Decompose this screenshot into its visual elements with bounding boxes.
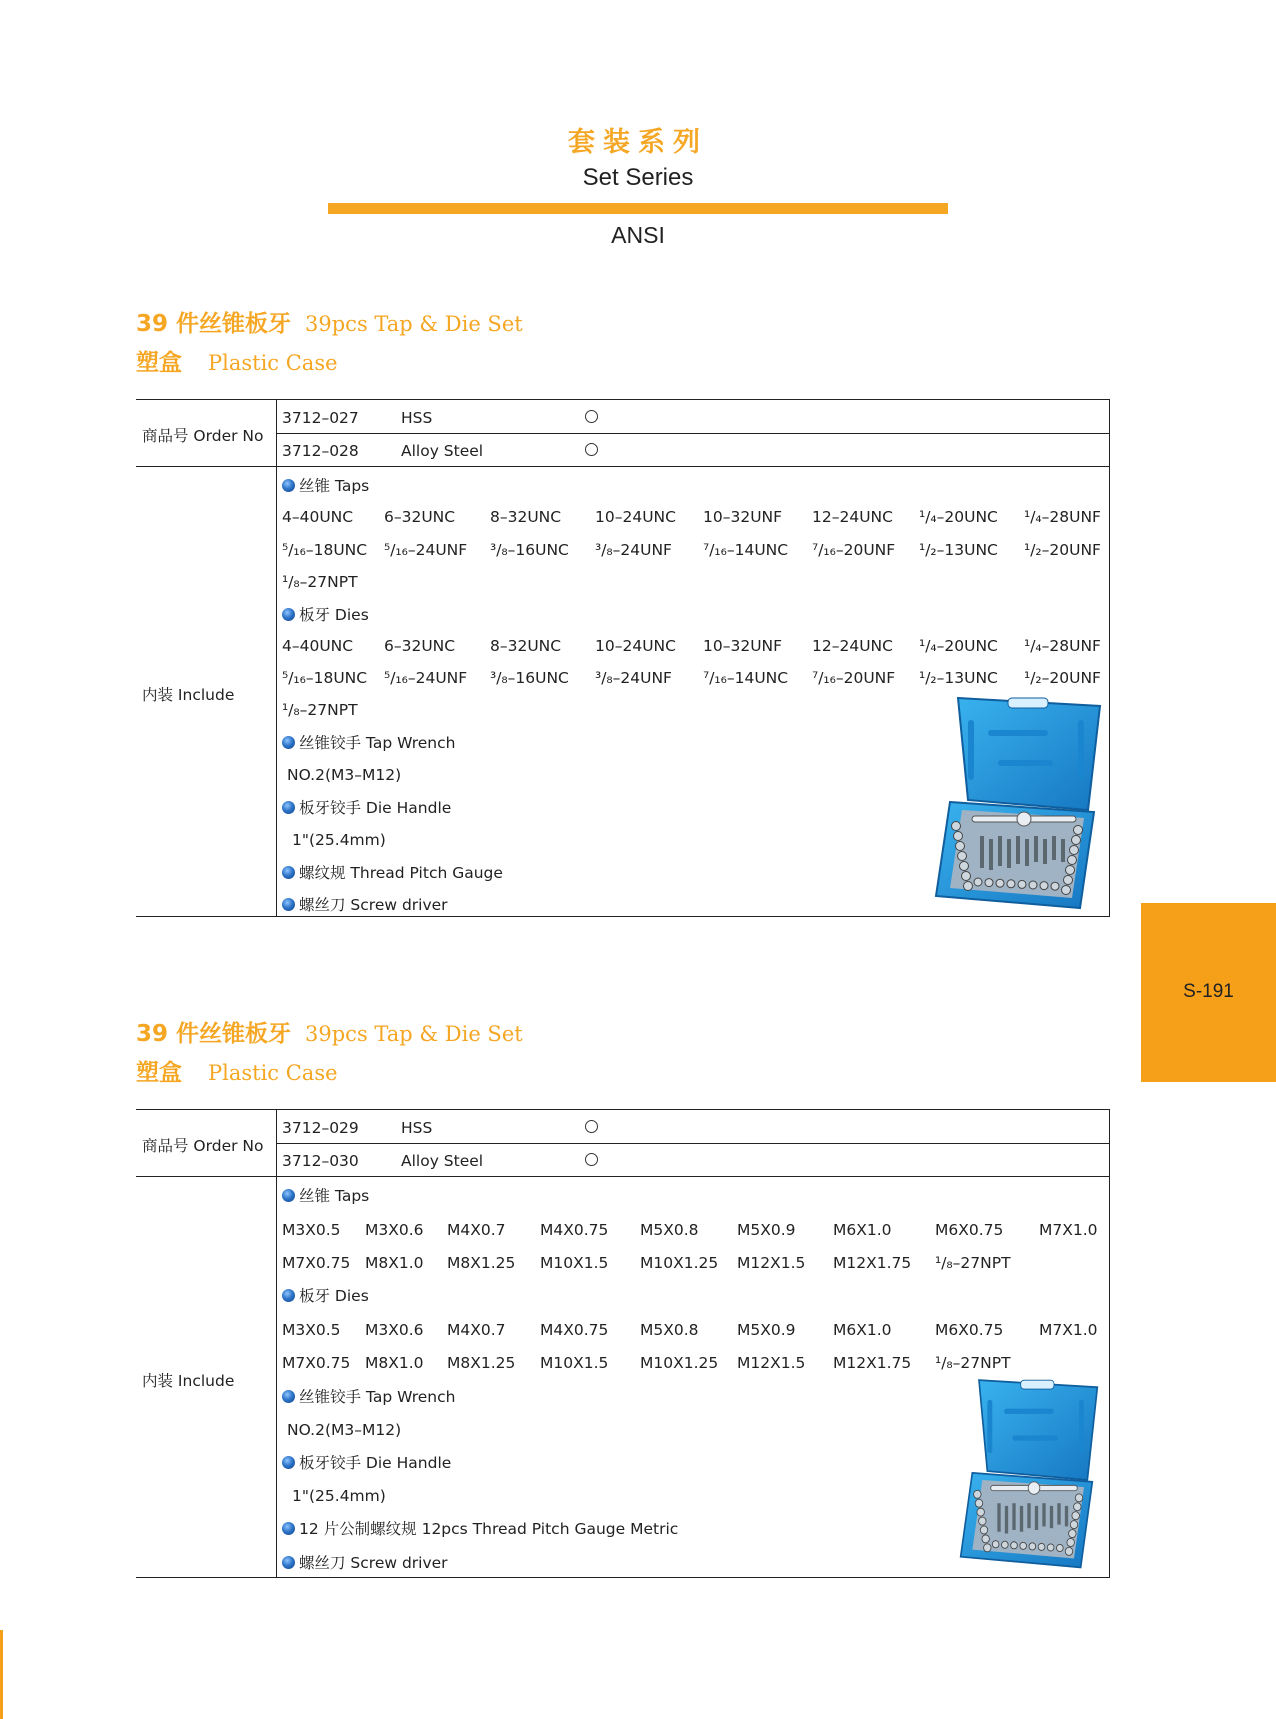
- die-size: 8–32UNC: [490, 637, 562, 655]
- taps-heading: [282, 477, 369, 495]
- die-handle-size: 1"(25.4mm): [292, 1487, 386, 1505]
- tap-wrench-text: 丝锥铰手 Tap Wrench: [299, 734, 456, 752]
- die-size: ¹/₈–27NPT: [935, 1354, 1011, 1372]
- section-case-cn: 塑盒: [136, 1060, 182, 1086]
- die-handle: [282, 1454, 451, 1472]
- section-title-cn: 39 件丝锥板牙: [136, 1021, 292, 1047]
- die-size: M8X1.0: [365, 1354, 424, 1372]
- order-code: 3712–029: [282, 1119, 359, 1137]
- screwdriver: [282, 896, 448, 914]
- taps-heading-text: 丝锥 Taps: [299, 1187, 370, 1205]
- tap-size: M5X0.8: [640, 1221, 699, 1239]
- order-material: HSS: [401, 1119, 433, 1137]
- tap-size: M7X0.75: [282, 1254, 351, 1272]
- tap-size: ⁵/₁₆–24UNF: [384, 541, 468, 559]
- tap-wrench-text: 丝锥铰手 Tap Wrench: [299, 1388, 456, 1406]
- die-size: 6–32UNC: [384, 637, 456, 655]
- table-right-border: [1109, 1110, 1110, 1577]
- tap-size: M8X1.25: [447, 1254, 516, 1272]
- die-size: ³/₈–24UNF: [595, 669, 672, 687]
- die-size: M5X0.8: [640, 1321, 699, 1339]
- order-label-cell: [136, 1110, 277, 1176]
- order-material: Alloy Steel: [401, 1152, 484, 1170]
- include-label-cell: [136, 466, 277, 916]
- section-case-en: Plastic Case: [208, 1061, 338, 1085]
- thread-pitch-gauge-text: 螺纹规 Thread Pitch Gauge: [299, 864, 503, 882]
- tap-size: 6–32UNC: [384, 508, 456, 526]
- screwdriver: [282, 1554, 448, 1572]
- standard-label: ANSI: [611, 222, 665, 248]
- die-size: M10X1.25: [640, 1354, 719, 1372]
- order-code: 3712–027: [282, 409, 359, 427]
- tap-size: M12X1.5: [737, 1254, 806, 1272]
- order-code: 3712–030: [282, 1152, 359, 1170]
- taps-heading: [282, 1187, 369, 1205]
- tap-size: M5X0.9: [737, 1221, 796, 1239]
- tap-size: ⁷/₁₆–20UNF: [812, 541, 896, 559]
- die-handle: [282, 799, 451, 817]
- product-case-image: [928, 690, 1108, 912]
- section-case: [136, 1054, 338, 1087]
- die-size: M3X0.6: [365, 1321, 424, 1339]
- order-material: Alloy Steel: [401, 442, 484, 460]
- die-size: M4X0.75: [540, 1321, 609, 1339]
- die-handle-text: 板牙铰手 Die Handle: [299, 1454, 452, 1472]
- section-case: [136, 344, 338, 377]
- tap-size: M4X0.75: [540, 1221, 609, 1239]
- tap-size: M6X0.75: [935, 1221, 1004, 1239]
- bullet-icon: [282, 479, 295, 492]
- tap-size: ³/₈–24UNF: [595, 541, 672, 559]
- tap-size: 12–24UNC: [812, 508, 893, 526]
- screwdriver-text: 螺丝刀 Screw driver: [299, 896, 448, 914]
- die-handle-text: 板牙铰手 Die Handle: [299, 799, 452, 817]
- tap-size: M10X1.5: [540, 1254, 609, 1272]
- tap-size: M8X1.0: [365, 1254, 424, 1272]
- die-size: 10–24UNC: [595, 637, 676, 655]
- die-size: ³/₈–16UNC: [490, 669, 569, 687]
- section-title: [136, 305, 523, 338]
- die-size: M7X0.75: [282, 1354, 351, 1372]
- die-size: ¹/₄–28UNF: [1024, 637, 1101, 655]
- availability-mark-icon: [585, 1153, 598, 1166]
- tap-size: 8–32UNC: [490, 508, 562, 526]
- tap-size: 10–32UNF: [703, 508, 783, 526]
- section-case-en: Plastic Case: [208, 351, 338, 375]
- die-size: ⁷/₁₆–14UNC: [703, 669, 789, 687]
- die-size: ⁵/₁₆–24UNF: [384, 669, 468, 687]
- bullet-icon: [282, 736, 295, 749]
- bullet-icon: [282, 898, 295, 911]
- dies-heading-text: 板牙 Dies: [299, 1287, 369, 1305]
- availability-mark-icon: [585, 1120, 598, 1133]
- die-size: ¹/₈–27NPT: [282, 701, 358, 719]
- die-size: ⁵/₁₆–18UNC: [282, 669, 368, 687]
- tap-size: 10–24UNC: [595, 508, 676, 526]
- tap-wrench: [282, 1388, 455, 1406]
- bullet-icon: [282, 1556, 295, 1569]
- tap-size: 4–40UNC: [282, 508, 354, 526]
- order-material: HSS: [401, 409, 433, 427]
- tap-size: M6X1.0: [833, 1221, 892, 1239]
- table-right-border: [1109, 400, 1110, 916]
- die-size: 12–24UNC: [812, 637, 893, 655]
- include-label-cell: [136, 1176, 277, 1577]
- order-label: 商品号 Order No: [142, 427, 264, 445]
- availability-mark-icon: [585, 443, 598, 456]
- die-size: M12X1.75: [833, 1354, 912, 1372]
- header-divider: [328, 203, 948, 214]
- die-handle-size: 1"(25.4mm): [292, 831, 386, 849]
- die-size: M12X1.5: [737, 1354, 806, 1372]
- die-size: 10–32UNF: [703, 637, 783, 655]
- die-size: M8X1.25: [447, 1354, 516, 1372]
- die-size: ⁷/₁₆–20UNF: [812, 669, 896, 687]
- tap-size: M10X1.25: [640, 1254, 719, 1272]
- order-label: 商品号 Order No: [142, 1137, 264, 1155]
- section-title: [136, 1015, 523, 1048]
- order-label-cell: [136, 400, 277, 466]
- tap-wrench-size: NO.2(M3–M12): [287, 766, 402, 784]
- tap-size: ⁵/₁₆–18UNC: [282, 541, 368, 559]
- tap-size: ¹/₄–20UNC: [919, 508, 998, 526]
- tap-size: M3X0.5: [282, 1221, 341, 1239]
- tap-size: ¹/₄–28UNF: [1024, 508, 1101, 526]
- die-size: ¹/₂–20UNF: [1024, 669, 1101, 687]
- tap-wrench-size: NO.2(M3–M12): [287, 1421, 402, 1439]
- tap-size: ¹/₂–20UNF: [1024, 541, 1101, 559]
- tap-size: M3X0.6: [365, 1221, 424, 1239]
- bullet-icon: [282, 1522, 295, 1535]
- bullet-icon: [282, 801, 295, 814]
- tap-size: ¹/₈–27NPT: [282, 573, 358, 591]
- thread-pitch-gauge-text: 12 片公制螺纹规 12pcs Thread Pitch Gauge Metric: [299, 1520, 679, 1538]
- die-size: M6X0.75: [935, 1321, 1004, 1339]
- bullet-icon: [282, 1456, 295, 1469]
- thread-pitch-gauge: [282, 864, 503, 882]
- tap-size: ¹/₈–27NPT: [935, 1254, 1011, 1272]
- tap-size: M12X1.75: [833, 1254, 912, 1272]
- section-title-en: 39pcs Tap & Die Set: [305, 1022, 523, 1046]
- include-divider: [136, 1176, 1110, 1177]
- taps-heading-text: 丝锥 Taps: [299, 477, 370, 495]
- die-size: M6X1.0: [833, 1321, 892, 1339]
- left-accent-bar: [0, 1630, 3, 1719]
- dies-heading: [282, 1287, 369, 1305]
- tap-size: ¹/₂–13UNC: [919, 541, 998, 559]
- tap-size: M4X0.7: [447, 1221, 506, 1239]
- tap-wrench: [282, 734, 455, 752]
- die-size: 4–40UNC: [282, 637, 354, 655]
- die-size: ¹/₂–13UNC: [919, 669, 998, 687]
- section-title-cn: 39 件丝锥板牙: [136, 311, 292, 337]
- include-divider: [136, 466, 1110, 467]
- bullet-icon: [282, 1390, 295, 1403]
- section-case-cn: 塑盒: [136, 350, 182, 376]
- bullet-icon: [282, 866, 295, 879]
- page-title-en: Set Series: [582, 164, 694, 191]
- page-number: S-191: [1183, 981, 1234, 1002]
- tap-size: ³/₈–16UNC: [490, 541, 569, 559]
- section-title-en: 39pcs Tap & Die Set: [305, 312, 523, 336]
- order-row-divider: [277, 433, 1110, 434]
- bullet-icon: [282, 1289, 295, 1302]
- include-label: 内装 Include: [142, 1372, 235, 1390]
- include-label: 内装 Include: [142, 686, 235, 704]
- bullet-icon: [282, 608, 295, 621]
- page-number-tab: [1141, 903, 1276, 1082]
- product-case-image: [954, 1373, 1104, 1571]
- spec-table: [136, 399, 1110, 917]
- order-row-divider: [277, 1143, 1110, 1144]
- bullet-icon: [282, 1189, 295, 1202]
- thread-pitch-gauge: [282, 1520, 678, 1538]
- die-size: M3X0.5: [282, 1321, 341, 1339]
- screwdriver-text: 螺丝刀 Screw driver: [299, 1554, 448, 1572]
- spec-table: [136, 1109, 1110, 1578]
- die-size: M5X0.9: [737, 1321, 796, 1339]
- dies-heading-text: 板牙 Dies: [299, 606, 369, 624]
- die-size: M4X0.7: [447, 1321, 506, 1339]
- availability-mark-icon: [585, 410, 598, 423]
- die-size: M7X1.0: [1039, 1321, 1098, 1339]
- tap-size: ⁷/₁₆–14UNC: [703, 541, 789, 559]
- tap-size: M7X1.0: [1039, 1221, 1098, 1239]
- page-title-cn: 套装系列: [568, 127, 708, 158]
- die-size: ¹/₄–20UNC: [919, 637, 998, 655]
- dies-heading: [282, 606, 369, 624]
- order-code: 3712–028: [282, 442, 359, 460]
- die-size: M10X1.5: [540, 1354, 609, 1372]
